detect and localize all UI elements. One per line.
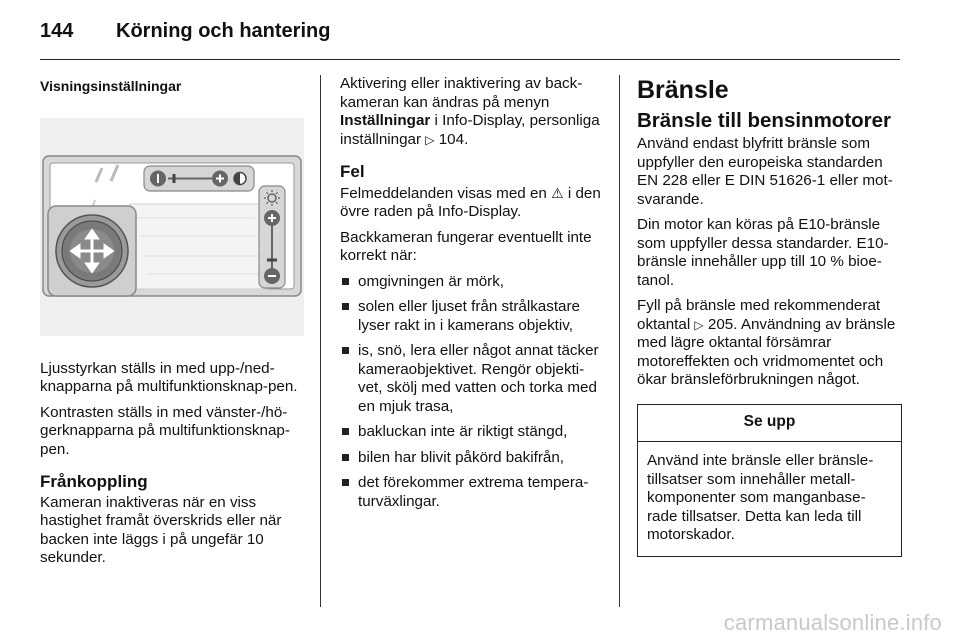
list-item: bakluckan inte är riktigt stängd, <box>340 423 602 442</box>
brightness-text: Ljusstyrkan ställs in med upp-/ned-knapparna på multifunktionsknap-pen. <box>40 359 298 395</box>
octane-text: Fyll på bränsle med rekommenderat oktantal ▷ 205. Användning av bränsle med lägre oktantal försämrar motoreffekten och vridmomentet och ökar bränsleförbrukningen något. <box>637 297 896 388</box>
column-1 <box>40 75 304 575</box>
bullet-square-icon <box>342 454 349 461</box>
malfunction-conditions-list <box>340 273 602 512</box>
page-reference-link: 205. Användning av bränsle med lägre oktantal försämrar motoreffekten och vridmomentet och ökar bränsleförbrukningen något. <box>637 315 896 388</box>
bullet-square-icon <box>342 347 349 354</box>
list-item: solen eller ljuset från strålkastare lyser rakt in i kamerans objektiv, <box>340 298 602 335</box>
column-divider-1 <box>320 75 321 607</box>
petrol-fuel-subtitle: Bränsle till bensinmotorer <box>637 109 892 132</box>
contrast-text: Kontrasten ställs in med vänster-/hö-gerknapparna på multifunktionsknap-pen. <box>40 403 290 458</box>
warning-triangle-icon: ⚠ <box>551 184 564 201</box>
activation-text: Aktivering eller inaktivering av back-kameran kan ändras på menyn Inställningar i Info-Display, personliga inställningar ▷ 104. <box>340 75 600 148</box>
list-item: omgivningen är mörk, <box>340 273 602 292</box>
caution-box <box>637 404 902 557</box>
illustration-svg <box>40 118 304 336</box>
page-reference-icon: ▷ <box>694 317 704 332</box>
fault-message-text: Felmeddelanden visas med en ⚠ i den övre raden på Info-Display. <box>340 184 601 220</box>
deactivation-text: Kameran inaktiveras när en viss hastighet framåt överskrids eller när backen inte läggs i på ungefär 10 sekunder. <box>40 493 282 566</box>
fuel-title: Bränsle <box>637 76 729 104</box>
column-divider-2 <box>619 75 620 607</box>
page-number: 144 <box>40 20 74 42</box>
list-item: det förekommer extrema tempera-turväxlingar. <box>340 474 602 511</box>
page-header <box>40 20 330 48</box>
unleaded-fuel-text: Använd endast blyfritt bränsle som uppfyller den europeiska standarden EN 228 eller E DIN 51626-1 eller mot-svarande. <box>637 135 893 208</box>
bullet-square-icon <box>342 479 349 486</box>
bullet-square-icon <box>342 428 349 435</box>
bullet-square-icon <box>342 278 349 285</box>
page-reference-link[interactable]: 104. <box>434 130 469 148</box>
column-2 <box>340 75 602 518</box>
fault-heading: Fel <box>340 162 365 181</box>
e10-fuel-text: Din motor kan köras på E10-bränsle som uppfyller dessa standarder. E10-bränsle innehåller upp till 10 % bioe-tanol. <box>637 216 889 289</box>
list-item: bilen har blivit påkörd bakifrån, <box>340 449 602 468</box>
deactivation-heading: Frånkoppling <box>40 472 148 491</box>
column-3 <box>637 75 902 557</box>
watermark-logo: carmanualsonline.info <box>723 610 942 635</box>
page-reference-icon: ▷ <box>425 132 435 147</box>
caution-text: Använd inte bränsle eller bränsle-tillsatser som innehåller metall-komponenter som manganbase-rade tillsatser. Detta kan leda till motorskador. <box>647 452 874 543</box>
camera-display-settings-illustration <box>40 118 304 336</box>
settings-menu-label: Inställningar <box>340 112 431 129</box>
display-settings-heading: Visningsinställningar <box>40 78 182 94</box>
caution-title: Se upp <box>638 405 901 443</box>
list-item: is, snö, lera eller något annat täcker kameraobjektivet. Rengör objekti-vet, skölj med vatten och torka med en mjuk trasa, <box>340 342 602 416</box>
camera-malfunction-intro: Backkameran fungerar eventuellt inte korrekt när: <box>340 228 592 264</box>
bullet-square-icon <box>342 303 349 310</box>
header-rule <box>40 59 900 60</box>
chapter-title: Körning och hantering <box>116 20 331 42</box>
